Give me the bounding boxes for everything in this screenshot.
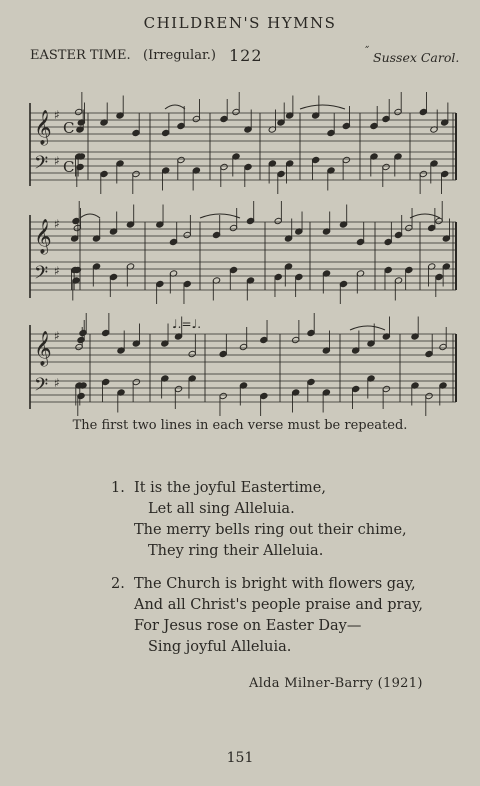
verse-line: Let all sing Alleluia. <box>148 501 295 517</box>
sharp-sign: ♯ <box>54 376 60 390</box>
bass-clef: 𝄢 <box>34 153 49 178</box>
slur <box>300 105 345 109</box>
hymn-occasion: EASTER TIME. <box>30 48 131 63</box>
treble-clef: 𝄞 <box>34 110 52 145</box>
sharp-sign: ♯ <box>54 154 60 168</box>
author-credit: Alda Milner-Barry (1921) <box>249 676 423 691</box>
verse-line: And all Christ's people praise and pray, <box>134 597 423 613</box>
slur <box>165 105 185 109</box>
page-number: 151 <box>226 750 254 766</box>
verse-number: 2. <box>111 576 125 592</box>
slur <box>80 214 100 218</box>
sharp-sign: ♯ <box>54 108 60 122</box>
treble-clef: 𝄞 <box>34 219 52 254</box>
verse-line: They ring their Alleluia. <box>148 543 324 559</box>
bass-clef: 𝄢 <box>34 263 49 288</box>
repeat-note: The first two lines in each verse must be repeated. <box>72 418 408 433</box>
hymn-number: 122 <box>229 46 263 65</box>
verse-line: The Church is bright with flowers gay, <box>134 576 416 592</box>
time-signature: C <box>63 158 75 176</box>
sharp-sign: ♯ <box>54 264 60 278</box>
verse-line: Sing joyful Alleluia. <box>148 639 292 655</box>
sharp-sign: ♯ <box>54 217 60 231</box>
sharp-sign: ♯ <box>54 329 60 343</box>
tune-mark: ˝ <box>364 45 370 58</box>
slur <box>410 214 440 218</box>
hymn-meter: (Irregular.) <box>143 48 216 63</box>
running-head: CHILDREN'S HYMNS <box>143 14 337 32</box>
verse-2 <box>0 574 480 664</box>
dotted-note-marking: ♩.=♩. <box>172 317 202 331</box>
verse-line: The merry bells ring out their chime, <box>134 522 407 538</box>
tune-name: Sussex Carol. <box>373 50 460 65</box>
verse-line: It is the joyful Eastertime, <box>134 480 326 496</box>
verse-number: 1. <box>111 480 125 496</box>
time-signature: C <box>63 119 75 137</box>
verse-line: For Jesus rose on Easter Day— <box>134 618 362 634</box>
bass-clef: 𝄢 <box>34 375 49 400</box>
verse-1 <box>0 478 480 568</box>
slur <box>350 326 385 330</box>
treble-clef: 𝄞 <box>34 331 52 366</box>
